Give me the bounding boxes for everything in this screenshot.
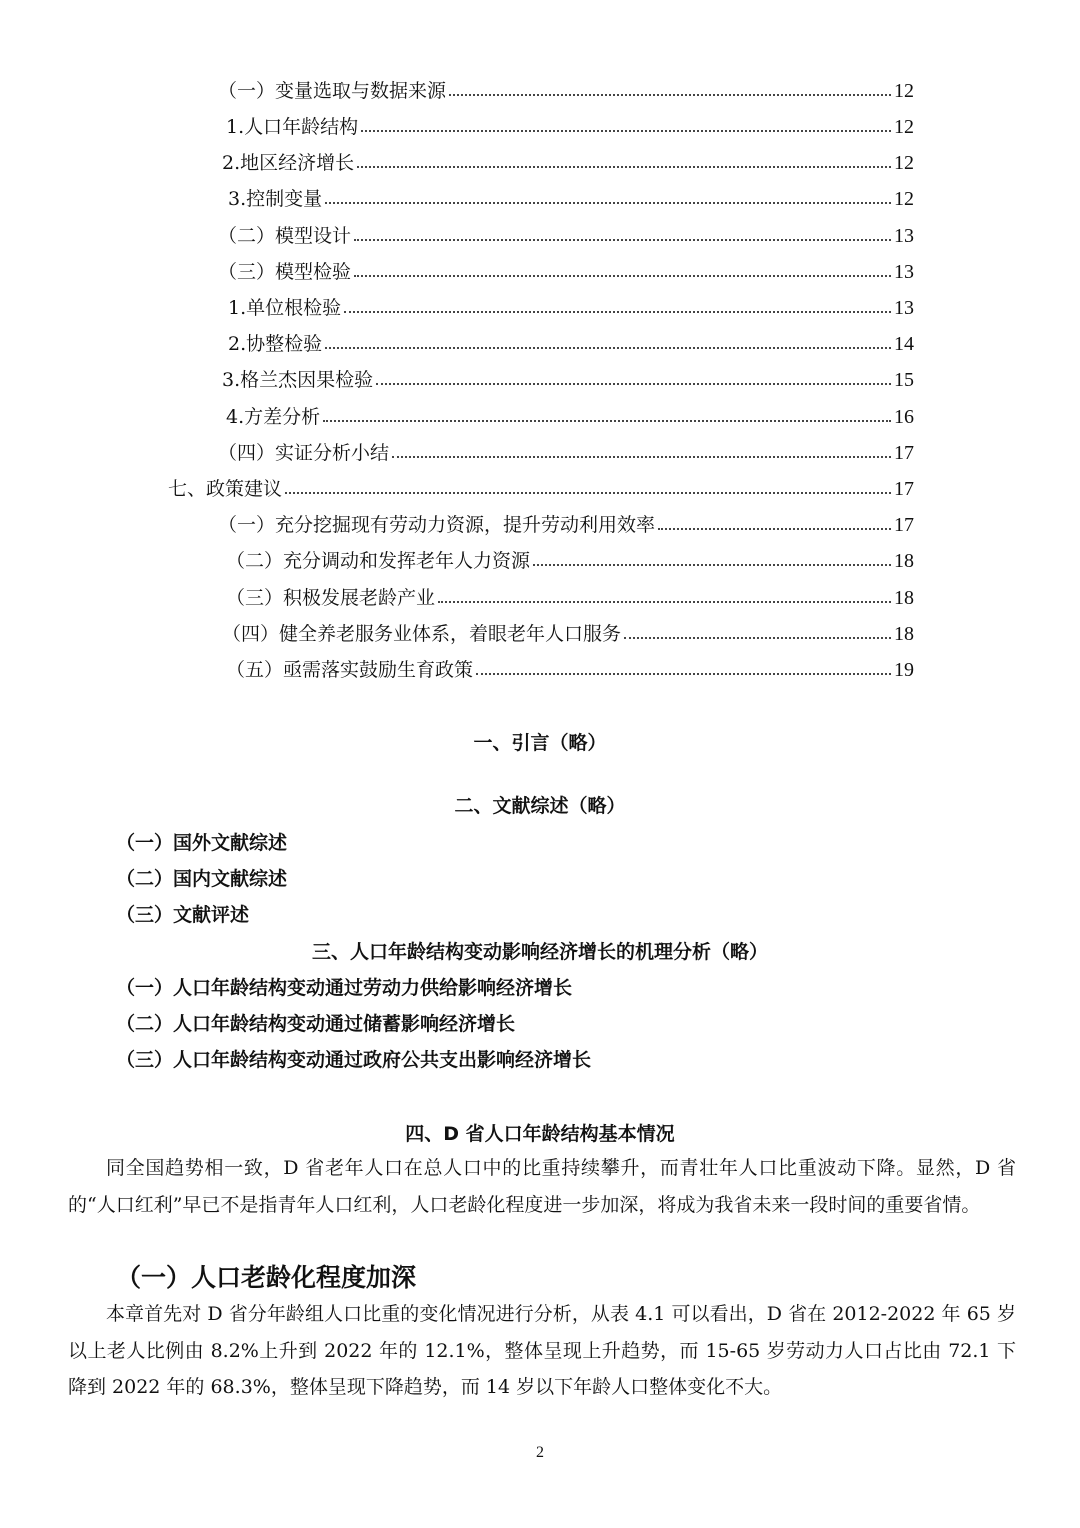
toc-entry[interactable] xyxy=(222,362,914,392)
toc-label: （一）变量选取与数据来源 xyxy=(218,80,447,102)
toc-entry[interactable] xyxy=(168,471,914,501)
toc-leader xyxy=(325,202,891,204)
toc-page: 12 xyxy=(894,116,914,138)
toc-leader xyxy=(624,637,891,639)
toc-leader xyxy=(449,94,891,96)
toc-page: 13 xyxy=(894,297,914,319)
toc-label: 2.协整检验 xyxy=(228,333,323,355)
subsection-heading: （一）人口老龄化程度加深 xyxy=(116,1263,417,1292)
toc-page: 14 xyxy=(894,333,914,355)
toc-leader xyxy=(658,528,891,530)
toc-page: 12 xyxy=(894,152,914,174)
toc-label: 1.单位根检验 xyxy=(228,297,342,319)
toc-page: 17 xyxy=(894,442,914,464)
body-paragraph: 本章首先对 D 省分年龄组人口比重的变化情况进行分析，从表 4.1 可以看出，D 省在 2012-2022 年 65 岁以上老人比例由 8.2%上升到 2022 年的 12.1%，整体呈现上升趋势，而 15-65 岁劳动力人口占比由 72.1 下降到 2022 年的 68.3%，整体呈现下降趋势，而 14 岁以下年龄人口整体变化不大。 xyxy=(68,1303,1016,1398)
toc-label: （三）模型检验 xyxy=(218,261,352,283)
subsection-heading: （三）文献评述 xyxy=(116,904,250,926)
toc-page: 13 xyxy=(894,225,914,247)
toc-entry[interactable] xyxy=(226,580,914,610)
toc-label: 3.格兰杰因果检验 xyxy=(222,369,374,391)
toc-label: （四）实证分析小结 xyxy=(218,442,390,464)
toc-entry[interactable] xyxy=(218,254,914,284)
page-number: 2 xyxy=(536,1444,544,1461)
toc-page: 12 xyxy=(894,80,914,102)
toc-label: （三）积极发展老龄产业 xyxy=(226,587,436,609)
toc-entry[interactable] xyxy=(218,435,914,465)
toc-entry[interactable] xyxy=(228,181,914,211)
subsection-heading: （二）人口年龄结构变动通过储蓄影响经济增长 xyxy=(116,1013,516,1035)
toc-leader xyxy=(361,130,891,132)
toc-label: 3.控制变量 xyxy=(228,188,323,210)
body-paragraph: 同全国趋势相一致，D 省老年人口在总人口中的比重持续攀升，而青壮年人口比重波动下降。显然，D 省的“人口红利”早已不是指青年人口红利，人口老龄化程度进一步加深，将成为我省未来一段时间的重要省情。 xyxy=(68,1157,1016,1216)
toc-leader xyxy=(438,601,891,603)
toc-page: 19 xyxy=(894,659,914,681)
toc-label: 七、政策建议 xyxy=(168,478,283,500)
toc-label: （五）亟需落实鼓励生育政策 xyxy=(226,659,474,681)
toc-label: （四）健全养老服务业体系，着眼老年人口服务 xyxy=(222,623,622,645)
toc-entry[interactable] xyxy=(226,399,914,429)
toc-label: （二）充分调动和发挥老年人力资源 xyxy=(226,550,531,572)
toc-entry[interactable] xyxy=(226,543,914,573)
toc-entry[interactable] xyxy=(218,507,914,537)
toc-entry[interactable] xyxy=(226,652,914,682)
toc-label: 1.人口年龄结构 xyxy=(226,116,359,138)
toc-label: 2.地区经济增长 xyxy=(222,152,355,174)
toc-leader xyxy=(533,564,891,566)
toc-page: 17 xyxy=(894,478,914,500)
toc-entry[interactable] xyxy=(218,218,914,248)
toc-entry[interactable] xyxy=(218,73,914,103)
toc-leader xyxy=(354,239,891,241)
toc-leader xyxy=(325,347,891,349)
subsection-heading: （一）人口年龄结构变动通过劳动力供给影响经济增长 xyxy=(116,977,573,999)
section-heading: 三、人口年龄结构变动影响经济增长的机理分析（略） xyxy=(311,941,768,963)
toc-page: 17 xyxy=(894,514,914,536)
toc-leader xyxy=(285,492,891,494)
toc-entry[interactable] xyxy=(226,109,914,139)
toc-page: 13 xyxy=(894,261,914,283)
toc-page: 12 xyxy=(894,188,914,210)
toc-leader xyxy=(392,456,891,458)
toc-leader xyxy=(476,673,891,675)
toc-page: 15 xyxy=(894,369,914,391)
section-heading: 一、引言（略） xyxy=(473,732,607,754)
toc-label: （二）模型设计 xyxy=(218,225,352,247)
toc-page: 16 xyxy=(894,406,914,428)
toc-label: （一）充分挖掘现有劳动力资源，提升劳动利用效率 xyxy=(218,514,656,536)
toc-leader xyxy=(354,275,891,277)
toc-page: 18 xyxy=(894,550,914,572)
subsection-heading: （二）国内文献综述 xyxy=(116,868,288,890)
subsection-heading: （三）人口年龄结构变动通过政府公共支出影响经济增长 xyxy=(116,1049,592,1071)
section-heading: 四、D 省人口年龄结构基本情况 xyxy=(405,1123,675,1145)
toc-label: 4.方差分析 xyxy=(226,406,321,428)
toc-page: 18 xyxy=(894,587,914,609)
toc-leader xyxy=(376,383,891,385)
section-heading: 二、文献综述（略） xyxy=(454,795,626,817)
toc-leader xyxy=(344,311,891,313)
toc-entry[interactable] xyxy=(228,326,914,356)
toc-entry[interactable] xyxy=(222,145,914,175)
toc-entry[interactable] xyxy=(228,290,914,320)
toc-leader xyxy=(323,420,891,422)
toc-leader xyxy=(357,166,891,168)
toc-page: 18 xyxy=(894,623,914,645)
subsection-heading: （一）国外文献综述 xyxy=(116,832,288,854)
toc-entry[interactable] xyxy=(222,616,914,646)
